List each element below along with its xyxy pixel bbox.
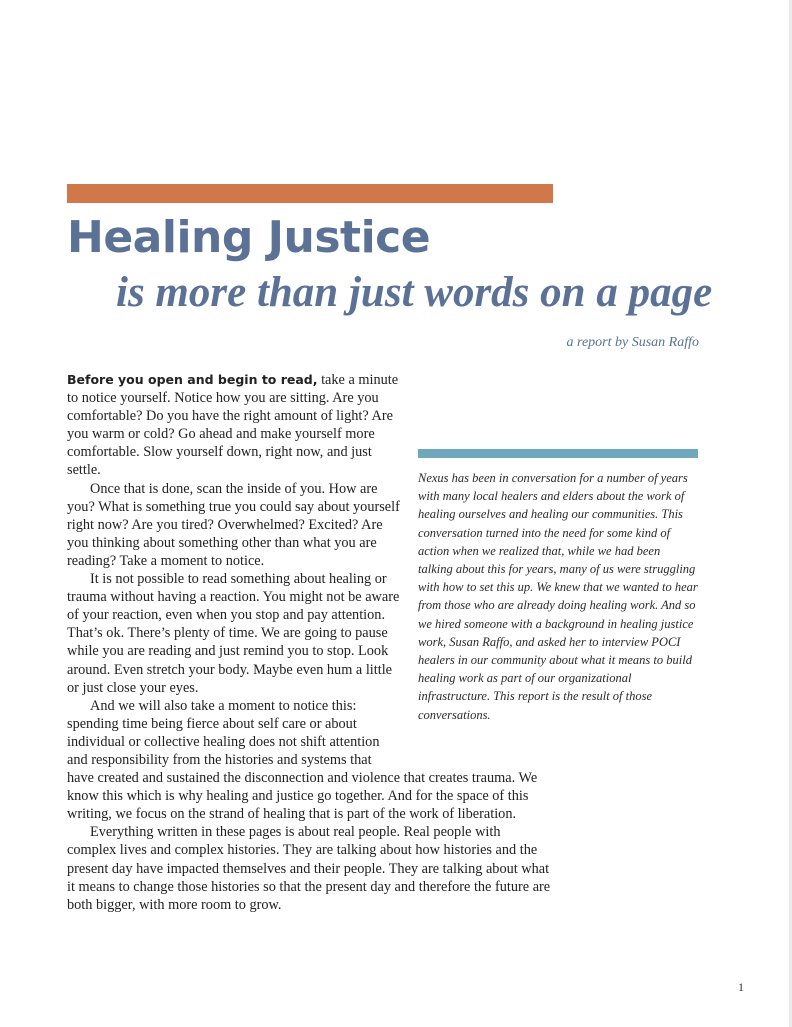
sidebar-note <box>418 449 698 724</box>
lead-phrase: Before you open and begin to read, <box>67 372 318 387</box>
paragraph-1-text: take a minute to notice yourself. Notice how you are sitting. Are you comfortable? Do you have the right amount of light? Are you warm or cold? Go ahead and make yourself more comfortable. Slow yourself down, right now, and just settle. <box>67 372 399 479</box>
paragraph-4: And we will also take a moment to notice this: spending time being fierce about self care or about individual or collective healing does not shift attention and responsibility from the histories and systems that have created and sustained the disconnection and violence that creates trauma. We know this which is why healing and justice go together. And for the space of this writing, we focus on the strand of healing that is part of the work of liberation. <box>67 697 538 823</box>
page-number: 1 <box>738 980 744 994</box>
page-subtitle: is more than just words on a page <box>116 269 713 316</box>
byline: a report by Susan Raffo <box>566 335 699 350</box>
paragraph-3: It is not possible to read something about healing or trauma without having a reaction. You might not be aware of your reaction, even when you stop and pay attention. That’s ok. There’s plenty of time. We are going to pause while you are reading and just remind you to stop. Look around. Even stretch your body. Maybe even hum a little or just close your eyes. <box>67 571 400 696</box>
orange-accent-bar <box>67 184 553 203</box>
page-title: Healing Justice <box>67 212 431 263</box>
paragraph-2: Once that is done, scan the inside of you. How are you? What is something true you could say about yourself right now? Are you tired? Overwhelmed? Excited? Are you thinking about something other than what you are reading? Take a moment to notice. <box>67 480 400 569</box>
sidebar-text: Nexus has been in conversation for a number of years with many local healers and elders about the work of healing ourselves and healing our communities. This conversation turned into the need for some kind of action when we realized that, while we had been talking about this for years, many of us were struggling with how to set this up. We knew that we wanted to hear from those who are already doing healing work. And so we hired someone with a background in healing justice work, Susan Raffo, and asked her to interview POCI healers in our community about what it means to build healing work as part of our organizational infrastructure. This report is the result of those conversations. <box>418 471 698 722</box>
teal-accent-bar <box>418 449 698 458</box>
paragraph-5: Everything written in these pages is about real people. Real people with complex lives and complex histories. They are talking about how histories and the present day have impacted themselves and their people. They are talking about what it means to change those histories so that the present day and therefore the future are both bigger, with more room to grow. <box>67 824 551 913</box>
